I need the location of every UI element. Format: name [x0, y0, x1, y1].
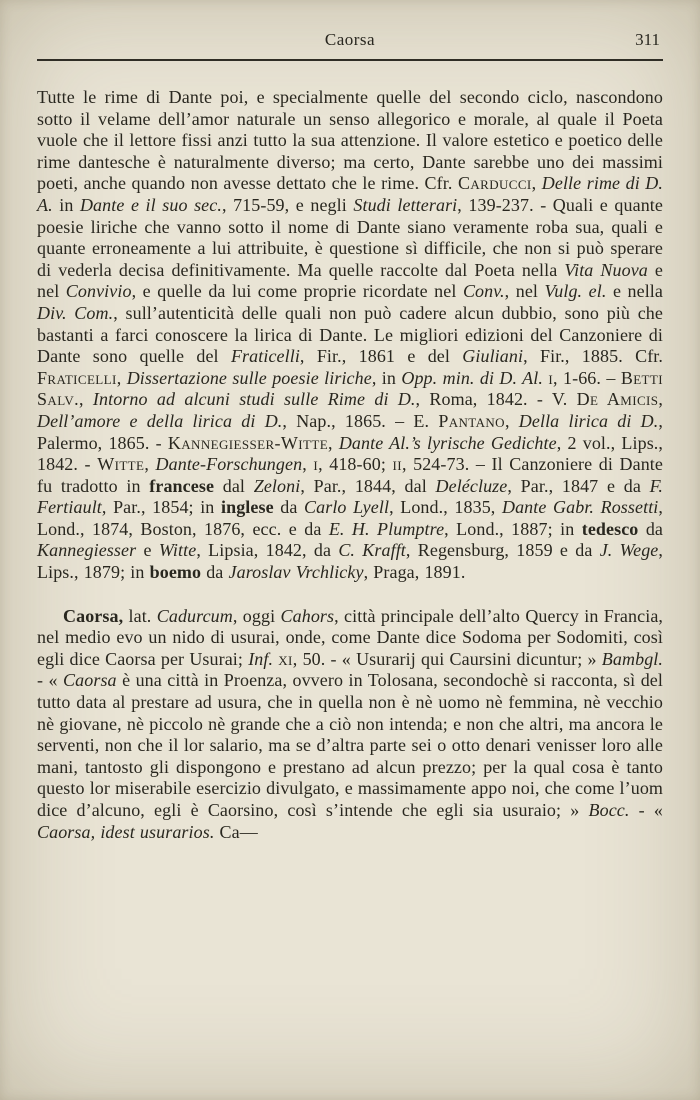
- text-segment: , Par., 1847 e da: [507, 475, 650, 496]
- text-segment: e nel: [37, 259, 663, 302]
- text-segment: Carlo Lyell: [304, 497, 390, 518]
- text-segment: Witte: [97, 454, 145, 475]
- page-header: [37, 30, 663, 54]
- text-segment: ,: [302, 454, 314, 475]
- text-segment: ,: [116, 367, 127, 388]
- text-segment: Studi letterari: [353, 194, 458, 215]
- text-segment: Caorsa, idest usurarios.: [37, 821, 215, 842]
- text-segment: Bocc.: [588, 800, 630, 820]
- text-segment: ,: [531, 173, 542, 194]
- text-segment: , Praga, 1891.: [363, 562, 466, 583]
- text-segment: ,: [658, 389, 664, 410]
- text-segment: dal: [214, 475, 254, 496]
- text-segment: ii: [392, 454, 402, 475]
- text-segment: Inf.: [248, 648, 274, 669]
- text-segment: Carducci: [457, 173, 532, 194]
- text-segment: E. H. Plumptre: [328, 518, 445, 539]
- text-segment: , Lipsia, 1842, da: [196, 540, 339, 561]
- text-segment: Dante-Forschungen: [155, 454, 303, 475]
- text-segment: C. Krafft: [338, 540, 406, 561]
- text-segment: De Amicis: [576, 389, 659, 410]
- page-number: 311: [635, 30, 660, 49]
- text-segment: Bambgl.: [601, 648, 663, 669]
- text-segment: i: [548, 367, 554, 388]
- text-segment: tedesco: [581, 518, 639, 539]
- text-segment: , Fir., 1885. Cfr.: [523, 346, 663, 367]
- text-segment: , oggi: [232, 605, 281, 626]
- text-segment: Cahors: [280, 605, 335, 626]
- text-segment: J. Wege: [599, 540, 659, 561]
- text-segment: Opp. min. di D. Al.: [401, 367, 543, 388]
- text-segment: , e quelle da lui come proprie ricordate nel: [131, 281, 463, 302]
- text-segment: F. Fertiault: [37, 475, 664, 518]
- text-segment: inglese: [220, 497, 274, 518]
- paragraph: [37, 87, 663, 584]
- text-segment: Delle rime di D. A.: [37, 173, 664, 215]
- text-segment: Betti Salv.: [37, 367, 663, 410]
- text-segment: Giuliani: [462, 346, 524, 367]
- text-segment: ,: [79, 389, 93, 410]
- text-segment: Fraticelli: [230, 346, 300, 367]
- text-segment: - «: [37, 670, 64, 691]
- text-segment: Caorsa: [63, 670, 117, 691]
- text-segment: da: [273, 497, 305, 518]
- text-segment: , Roma, 1842. - V.: [415, 389, 577, 410]
- text-segment: , Nap., 1865. – E.: [282, 410, 439, 431]
- text-segment: , Lond., 1835,: [389, 497, 502, 518]
- text-segment: in: [52, 194, 80, 215]
- text-segment: Caorsa,: [63, 605, 124, 626]
- text-segment: Dante Gabr. Rossetti: [501, 497, 659, 518]
- text-segment: Tutte le rime di Dante poi, e specialmente quelle del secondo ciclo, nascondono sotto il velame dell’amor naturale un senso allegorico e morale, al quale il Poeta vuole che il lettore fissi anzi tutto la sua attenzione. Il valore estetico e poetico delle rime dantesche è naturalmente diverso; ma certo, Dante sarebbe uno dei massimi poeti, anche quando non avesse dettato che le rime. Cfr.: [37, 87, 663, 194]
- text-segment: , Lond., 1874, Boston, 1876, ecc. e da: [37, 497, 664, 539]
- text-segment: Kannegiesser-Witte: [167, 432, 329, 453]
- text-segment: Vulg. el.: [544, 281, 607, 302]
- text-segment: , città principale dell’alto Quercy in Francia, nel medio evo un nido di usurai, onde, come Dante dice Sodoma per Sodomiti, così egli dice Caorsa per Usurai;: [37, 605, 664, 669]
- paragraph: [37, 606, 663, 844]
- text-segment: , 418-60;: [318, 454, 393, 475]
- text-segment: francese: [149, 475, 215, 496]
- text-segment: Dissertazione sulle poesie liriche: [126, 367, 372, 388]
- text-segment: Vita Nuova: [564, 259, 648, 280]
- text-segment: , 524-73. – Il Canzoniere di Dante fu tradotto in: [37, 454, 663, 496]
- text-segment: boemo: [149, 562, 202, 583]
- text-segment: , 50. - « Usurarij qui Caursini dicuntur; »: [292, 648, 602, 669]
- text-segment: - «: [629, 800, 663, 820]
- running-title: Caorsa: [324, 30, 376, 49]
- text-segment: ,: [504, 410, 519, 431]
- text-segment: Cadurcum: [156, 605, 233, 626]
- text-segment: Delécluze: [435, 475, 508, 496]
- text-segment: da: [638, 518, 664, 539]
- text-segment: Della lirica di D.: [518, 410, 659, 431]
- text-segment: , Par., 1844, dal: [300, 475, 436, 496]
- text-segment: lat.: [123, 605, 157, 626]
- text-segment: , Palermo, 1865. -: [37, 410, 663, 453]
- text-segment: Intorno ad alcuni studi sulle Rime di D.: [92, 389, 416, 410]
- text-segment: , in: [371, 367, 402, 388]
- text-segment: ,: [144, 454, 156, 475]
- text-block: [37, 87, 663, 843]
- text-segment: , 139-237. - Quali e quante poesie liriche che vanno sotto il nome di Dante siano veramente roba sua, quali e quante erroneamente a lui attribuite, è questione sì difficile, che non si può sperare di vederla decisa definitivamente. Ma quelle raccolte dal Poeta nella: [37, 194, 663, 280]
- text-segment: Pantano: [438, 410, 505, 431]
- text-segment: e nella: [606, 281, 663, 302]
- text-segment: Dante Al.’s lyrische Gedichte: [338, 432, 557, 453]
- text-segment: i: [313, 454, 319, 475]
- text-segment: , sull’autenticità delle quali non può cadere alcun dubbio, sono più che bastanti a farci conoscere la lirica di Dante. Le migliori edizioni del Canzoniere di Dante sono quelle del: [37, 302, 663, 367]
- text-segment: , nel: [504, 281, 545, 302]
- text-segment: Fraticelli: [37, 367, 117, 388]
- text-segment: , Fir., 1861 e del: [299, 346, 463, 367]
- header-rule: [37, 59, 663, 61]
- text-segment: Conv.: [462, 281, 505, 302]
- text-segment: e: [136, 540, 159, 561]
- text-segment: Convivio: [65, 281, 132, 302]
- text-segment: , 715-59, e negli: [221, 194, 354, 215]
- text-segment: , Lond., 1887; in: [444, 518, 582, 539]
- text-segment: Witte: [158, 540, 197, 561]
- text-segment: Kannegiesser: [37, 540, 137, 561]
- text-segment: , Par., 1854; in: [101, 497, 221, 518]
- text-segment: xi: [278, 648, 293, 669]
- text-segment: Zeloni: [253, 475, 301, 496]
- text-segment: , Lips., 1879; in: [37, 540, 663, 583]
- text-segment: , 2 vol., Lips., 1842. -: [37, 432, 663, 475]
- text-segment: Dante e il suo sec.: [79, 194, 222, 215]
- text-segment: Jaroslav Vrchlicky: [228, 562, 364, 583]
- text-segment: da: [201, 562, 229, 583]
- text-segment: , Regensburg, 1859 e da: [405, 540, 600, 561]
- text-segment: Div. Com.: [37, 302, 114, 323]
- text-segment: , 1-66. –: [553, 367, 621, 388]
- text-segment: Ca—: [214, 821, 258, 842]
- text-segment: ,: [328, 432, 339, 453]
- text-segment: Dell’amore e della lirica di D.: [37, 410, 283, 431]
- text-segment: è una città in Proenza, ovvero in Tolosana, secondochè si racconta, sì del tutto data al prestare ad usura, che in quella non è nè uomo nè femmina, nè vecchio nè giovane, nè piccolo nè grande che a ciò non intenda; e non che altri, ma ancora le serventi, non che il lor salario, ma se d’altra parte sei o otto denari venisser loro alle mani, tantosto gli dispongono e prestano ad alcun prezzo; per la qual cosa è tanto questo lor miserabile esercizio divulgato, e massimamente appo noi, che come l’uom dice d’alcuno, egli è Caorsino, così s’intende che egli sia usuraio; »: [37, 670, 664, 820]
